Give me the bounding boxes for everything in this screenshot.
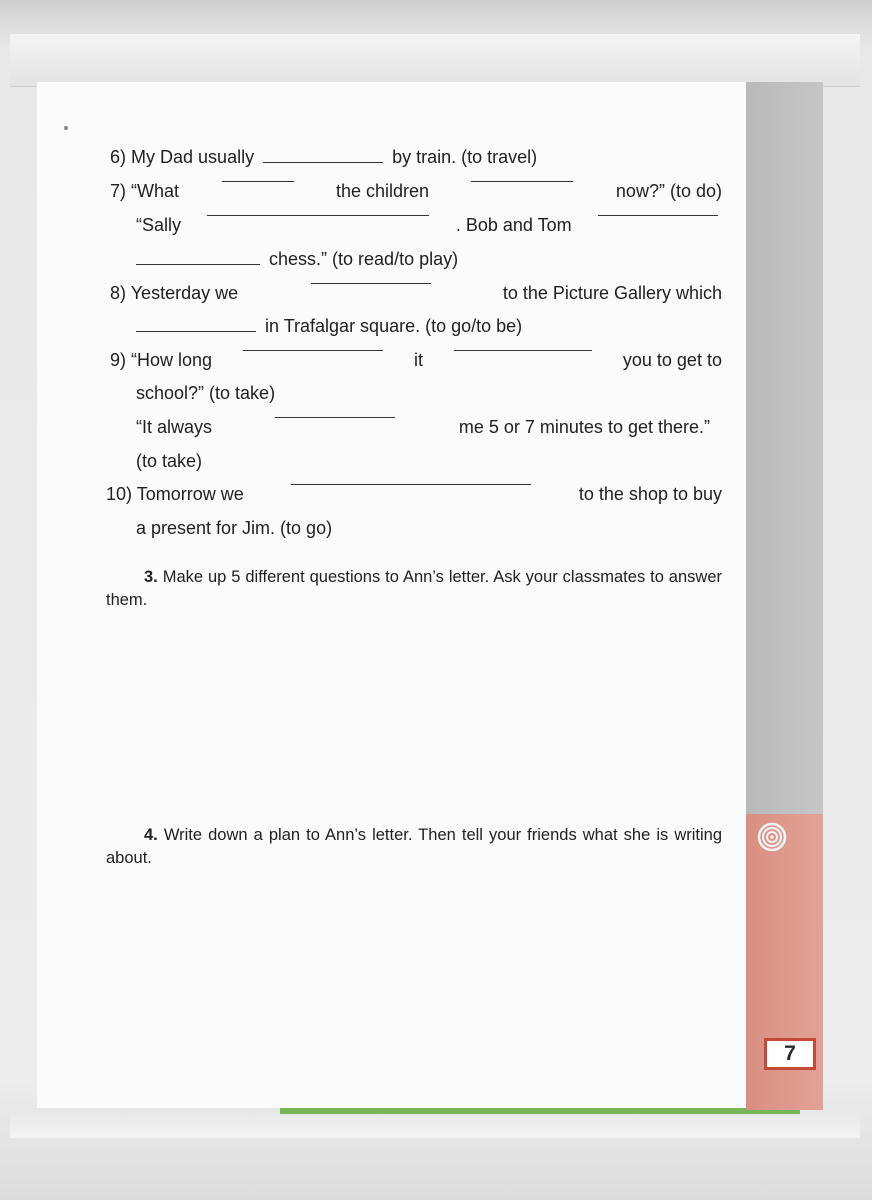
task-text: Make up 5 different questions to Ann’s letter. Ask your classmates to answer them. (106, 568, 722, 609)
item-text: Yesterday we (130, 283, 239, 303)
item-text: in Trafalgar square. (to go/to be) (265, 316, 523, 336)
item-7-line-1 (110, 180, 722, 202)
item-text: My Dad usually (131, 147, 255, 167)
answer-blank[interactable] (136, 330, 256, 332)
item-number: 10) (106, 484, 133, 504)
item-9-line-4 (136, 450, 202, 472)
item-8-line-2 (136, 315, 522, 337)
item-9-line-1 (110, 349, 722, 371)
answer-blank[interactable] (598, 214, 718, 216)
answer-blank[interactable] (207, 214, 429, 216)
item-text: the children (335, 181, 430, 201)
item-text: . Bob and Tom (455, 215, 572, 235)
item-text: it (413, 350, 423, 370)
item-text: Tomorrow we (136, 484, 244, 504)
item-text: by train. (to travel) (392, 147, 538, 167)
page-number-box (764, 1038, 816, 1070)
answer-blank[interactable] (291, 483, 531, 485)
margin-gray-band (746, 82, 823, 814)
answer-blank[interactable] (471, 180, 573, 182)
page-number: 7 (784, 1042, 796, 1065)
item-text: “It always (136, 417, 213, 437)
item-number: 8) (110, 283, 127, 303)
item-9-line-3 (136, 416, 710, 438)
task-number: 4. (144, 826, 158, 844)
item-10-line-2 (136, 517, 332, 539)
item-7-line-2 (136, 214, 722, 236)
item-number: 9) (110, 350, 127, 370)
item-text: “How long (131, 350, 213, 370)
item-7-line-3 (136, 248, 458, 270)
item-6-line (110, 146, 537, 168)
item-text: (to take) (136, 451, 203, 471)
item-text: “Sally (136, 215, 182, 235)
item-8-line-1 (110, 282, 722, 304)
answer-blank[interactable] (222, 180, 294, 182)
item-text: school?” (to take) (136, 383, 276, 403)
answer-blank[interactable] (136, 263, 260, 265)
item-text: chess.” (to read/to play) (269, 249, 459, 269)
sleeve-top-edge (10, 34, 860, 87)
task-4 (106, 824, 722, 870)
task-text: Write down a plan to Ann’s letter. Then tell your friends what she is writing about. (106, 826, 723, 867)
item-text: me 5 or 7 minutes to get there.” (458, 417, 710, 437)
page-speck (64, 126, 68, 130)
task-3 (106, 566, 722, 612)
spiral-icon (757, 822, 787, 852)
item-text: “What (131, 181, 180, 201)
answer-blank[interactable] (275, 416, 395, 418)
item-text: now?” (to do) (615, 181, 722, 201)
answer-blank[interactable] (454, 349, 592, 351)
item-text: to the Picture Gallery which (502, 283, 722, 303)
item-text: to the shop to buy (578, 484, 722, 504)
item-9-line-2 (136, 382, 275, 404)
item-text: you to get to (622, 350, 722, 370)
answer-blank[interactable] (263, 161, 383, 163)
item-text: a present for Jim. (to go) (136, 518, 333, 538)
task-number: 3. (144, 568, 158, 586)
item-number: 6) (110, 147, 127, 167)
cover-edge (280, 1108, 800, 1114)
answer-blank[interactable] (243, 349, 383, 351)
item-number: 7) (110, 181, 127, 201)
answer-blank[interactable] (311, 282, 431, 284)
item-10-line-1 (106, 483, 722, 505)
